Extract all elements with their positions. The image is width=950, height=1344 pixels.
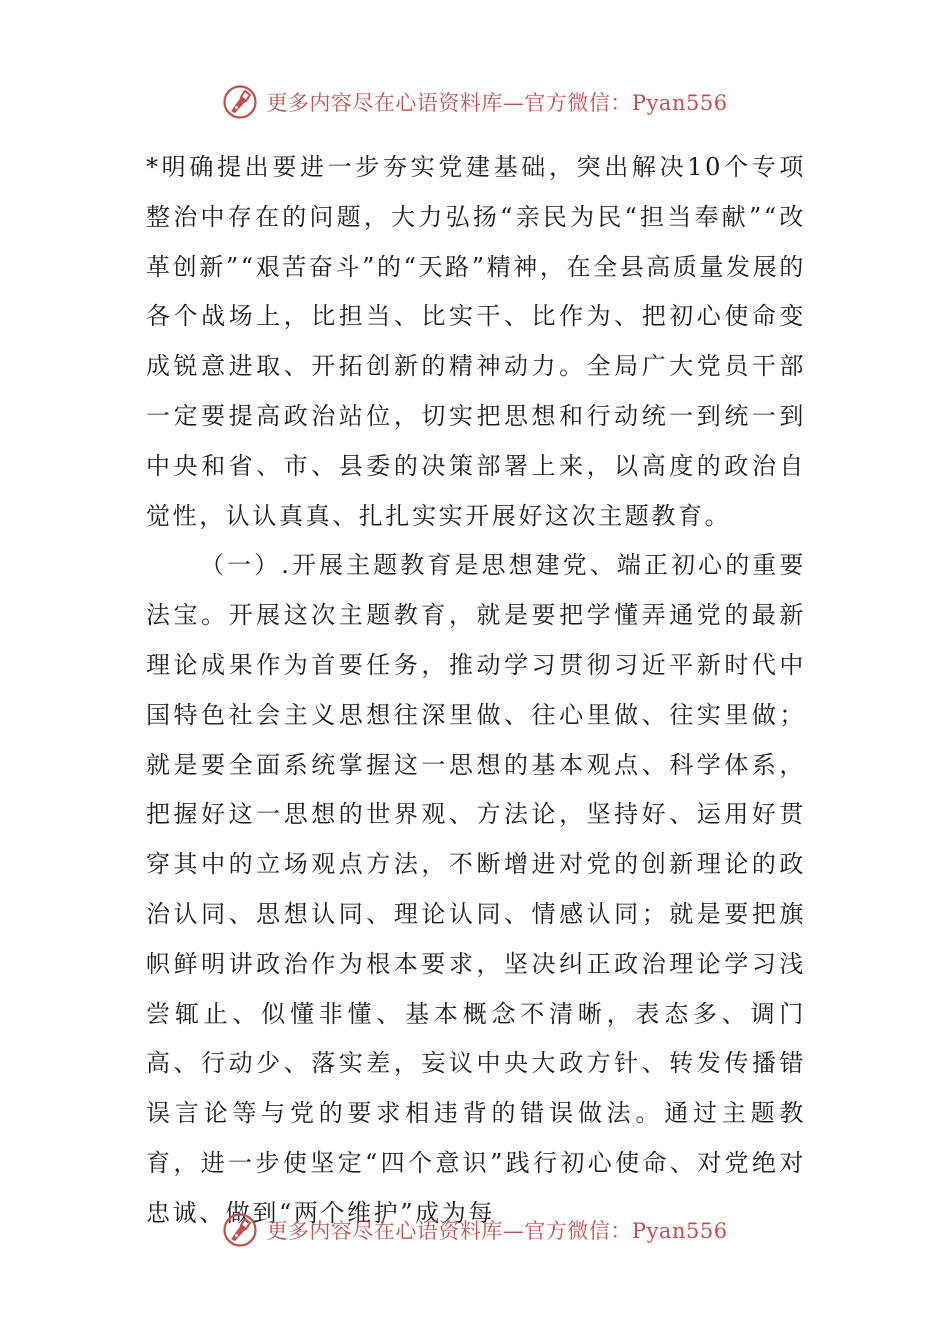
- footer-watermark-text: 更多内容尽在心语资料库—官方微信：Pyan556: [266, 1219, 728, 1243]
- header-watermark-banner: [0, 80, 950, 124]
- pen-nib-logo-icon: [222, 1212, 258, 1248]
- document-body: [146, 143, 806, 1239]
- footer-watermark-banner: [0, 1208, 950, 1252]
- pen-nib-logo-icon: [222, 84, 258, 120]
- body-paragraph-1: *明确提出要进一步夯实党建基础，突出解决10个专项整治中存在的问题，大力弘扬“亲民为民“担当奉献”“改革创新”“艰苦奋斗”的“天路”精神，在全县高质量发展的各个战场上，比担当、比实干、比作为、把初心使命变成锐意进取、开拓创新的精神动力。全局广大党员干部一定要提高政治站位，切实把思想和行动统一到统一到中央和省、市、县委的决策部署上来，以高度的政治自觉性，认认真真、扎扎实实开展好这次主题教育。: [146, 153, 806, 530]
- header-watermark-text: 更多内容尽在心语资料库—官方微信：Pyan556: [266, 91, 728, 115]
- body-paragraph-2: （一）.开展主题教育是思想建党、端正初心的重要法宝。开展这次主题教育，就是要把学懂弄通党的最新理论成果作为首要任务，推动学习贯彻习近平新时代中国特色社会主义思想往深里做、往心里做、往实里做；就是要全面系统掌握这一思想的基本观点、科学体系，把握好这一思想的世界观、方法论，坚持好、运用好贯穿其中的立场观点方法，不断增进对党的创新理论的政治认同、思想认同、理论认同、情感认同；就是要把旗帜鲜明讲政治作为根本要求，坚决纠正政治理论学习浅尝辄止、似懂非懂、基本概念不清晰，表态多、调门高、行动少、落实差，妄议中央大政方针、转发传播错误言论等与党的要求相违背的错误做法。通过主题教育，进一步使坚定“四个意识”践行初心使命、对党绝对忠诚、做到“两个维护”成为每: [146, 551, 806, 1227]
